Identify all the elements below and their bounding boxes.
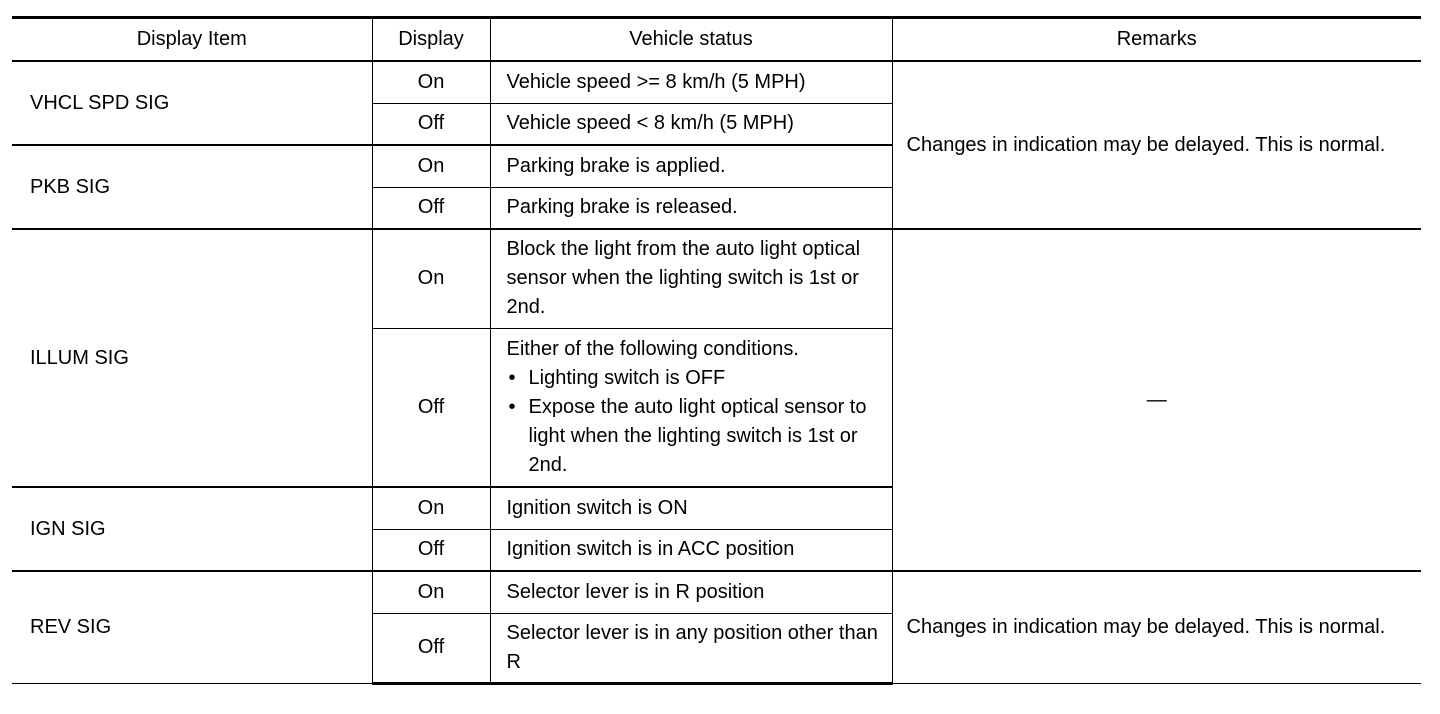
item-rev-sig: REV SIG — [12, 571, 372, 683]
item-ign-sig: IGN SIG — [12, 487, 372, 571]
vehicle-status: Vehicle speed >= 8 km/h (5 MPH) — [490, 61, 892, 103]
display-value: Off — [372, 529, 490, 571]
display-value: On — [372, 229, 490, 328]
display-value: On — [372, 145, 490, 187]
vehicle-status: Parking brake is released. — [490, 187, 892, 229]
header-vehicle-status: Vehicle status — [490, 18, 892, 62]
vehicle-status: Parking brake is applied. — [490, 145, 892, 187]
display-value: Off — [372, 187, 490, 229]
status-intro: Either of the following conditions. — [506, 337, 799, 360]
display-value: On — [372, 487, 490, 529]
display-value: Off — [372, 103, 490, 145]
remarks-none: — — [892, 229, 1421, 571]
vehicle-status: Block the light from the auto light optical sensor when the lighting switch is 1st or 2nd. — [490, 229, 892, 328]
list-item: • Lighting switch is OFF — [507, 364, 882, 393]
header-remarks: Remarks — [892, 18, 1421, 62]
header-display-item: Display Item — [12, 18, 372, 62]
vehicle-status — [490, 328, 892, 487]
vehicle-status: Vehicle speed < 8 km/h (5 MPH) — [490, 103, 892, 145]
vehicle-status: Ignition switch is ON — [490, 487, 892, 529]
header-display: Display — [372, 18, 490, 62]
item-pkb-sig: PKB SIG — [12, 145, 372, 229]
display-value: On — [372, 571, 490, 613]
vehicle-status: Selector lever is in R position — [490, 571, 892, 613]
display-value: On — [372, 61, 490, 103]
remarks-delay-note: Changes in indication may be delayed. This is normal. — [892, 61, 1421, 229]
status-condition-list — [507, 364, 882, 480]
display-value: Off — [372, 328, 490, 487]
table-row — [12, 571, 1421, 613]
item-vhcl-spd-sig: VHCL SPD SIG — [12, 61, 372, 145]
vehicle-status: Selector lever is in any position other than R — [490, 613, 892, 683]
display-value: Off — [372, 613, 490, 683]
table-row — [12, 229, 1421, 328]
signal-display-table — [12, 16, 1421, 685]
vehicle-status: Ignition switch is in ACC position — [490, 529, 892, 571]
table-row — [12, 61, 1421, 103]
remarks-delay-note: Changes in indication may be delayed. This is normal. — [892, 571, 1421, 683]
list-item: • Expose the auto light optical sensor to light when the lighting switch is 1st or 2nd. — [507, 393, 882, 480]
item-illum-sig: ILLUM SIG — [12, 229, 372, 487]
table-header-row — [12, 18, 1421, 62]
